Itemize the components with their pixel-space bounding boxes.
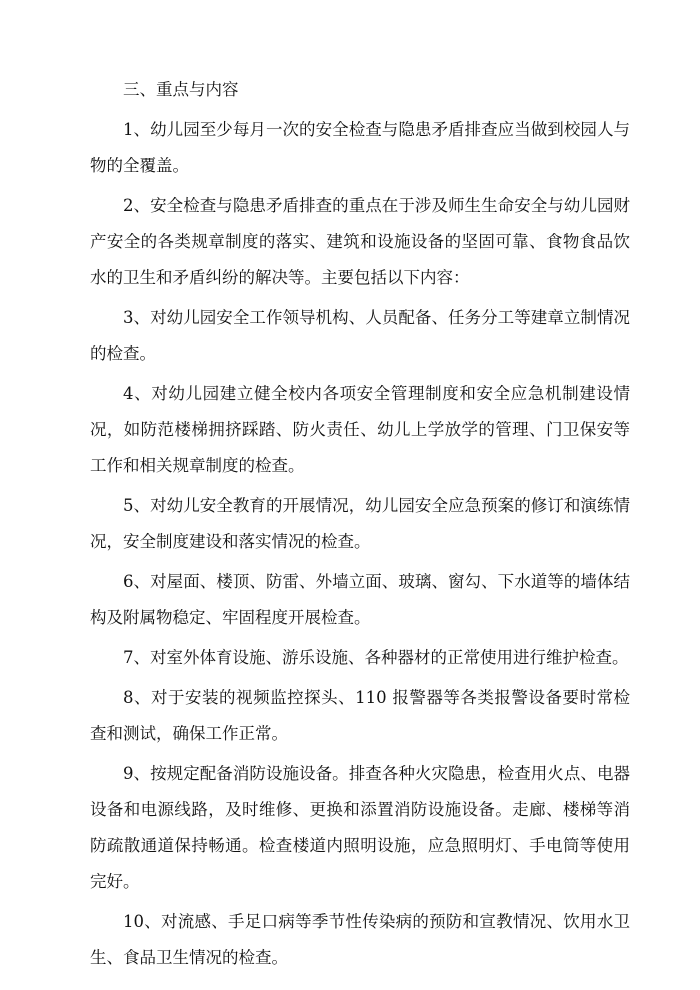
paragraph-2: 2、安全检查与隐患矛盾排查的重点在于涉及师生生命安全与幼儿园财产安全的各类规章制度的落实、建筑和设施设备的坚固可靠、食物食品饮水的卫生和矛盾纠纷的解决等。主要包括以下内容： — [90, 196, 630, 287]
paragraph-10: 10、对流感、手足口病等季节性传染病的预防和宣教情况、饮用水卫生、食品卫生情况的检查。 — [90, 912, 630, 967]
paragraph-7: 7、对室外体育设施、游乐设施、各种器材的正常使用进行维护检查。 — [123, 648, 629, 667]
paragraph-9: 9、按规定配备消防设施设备。排查各种火灾隐患，检查用火点、电器设备和电源线路，及时维修、更换和添置消防设施设备。走廊、楼梯等消防疏散通道保持畅通。检查楼道内照明设施，应急照明灯、手电筒等使用完好。 — [90, 764, 630, 891]
section-heading: 三、重点与内容 — [123, 80, 239, 99]
document-body — [90, 72, 630, 976]
paragraph-8: 8、对于安装的视频监控探头、110 报警器等各类报警设备要时常检查和测试，确保工作正常。 — [90, 688, 630, 743]
paragraph-3: 3、对幼儿园安全工作领导机构、人员配备、任务分工等建章立制情况的检查。 — [90, 308, 630, 363]
paragraph-4: 4、对幼儿园建立健全校内各项安全管理制度和安全应急机制建设情况，如防范楼梯拥挤踩踏、防火责任、幼儿上学放学的管理、门卫保安等工作和相关规章制度的检查。 — [90, 384, 630, 475]
paragraph-6: 6、对屋面、楼顶、防雷、外墙立面、玻璃、窗勾、下水道等的墙体结构及附属物稳定、牢固程度开展检查。 — [90, 572, 630, 627]
paragraph-5: 5、对幼儿安全教育的开展情况，幼儿园安全应急预案的修订和演练情况，安全制度建设和落实情况的检查。 — [90, 496, 630, 551]
paragraph-1: 1、幼儿园至少每月一次的安全检查与隐患矛盾排查应当做到校园人与物的全覆盖。 — [90, 120, 630, 175]
